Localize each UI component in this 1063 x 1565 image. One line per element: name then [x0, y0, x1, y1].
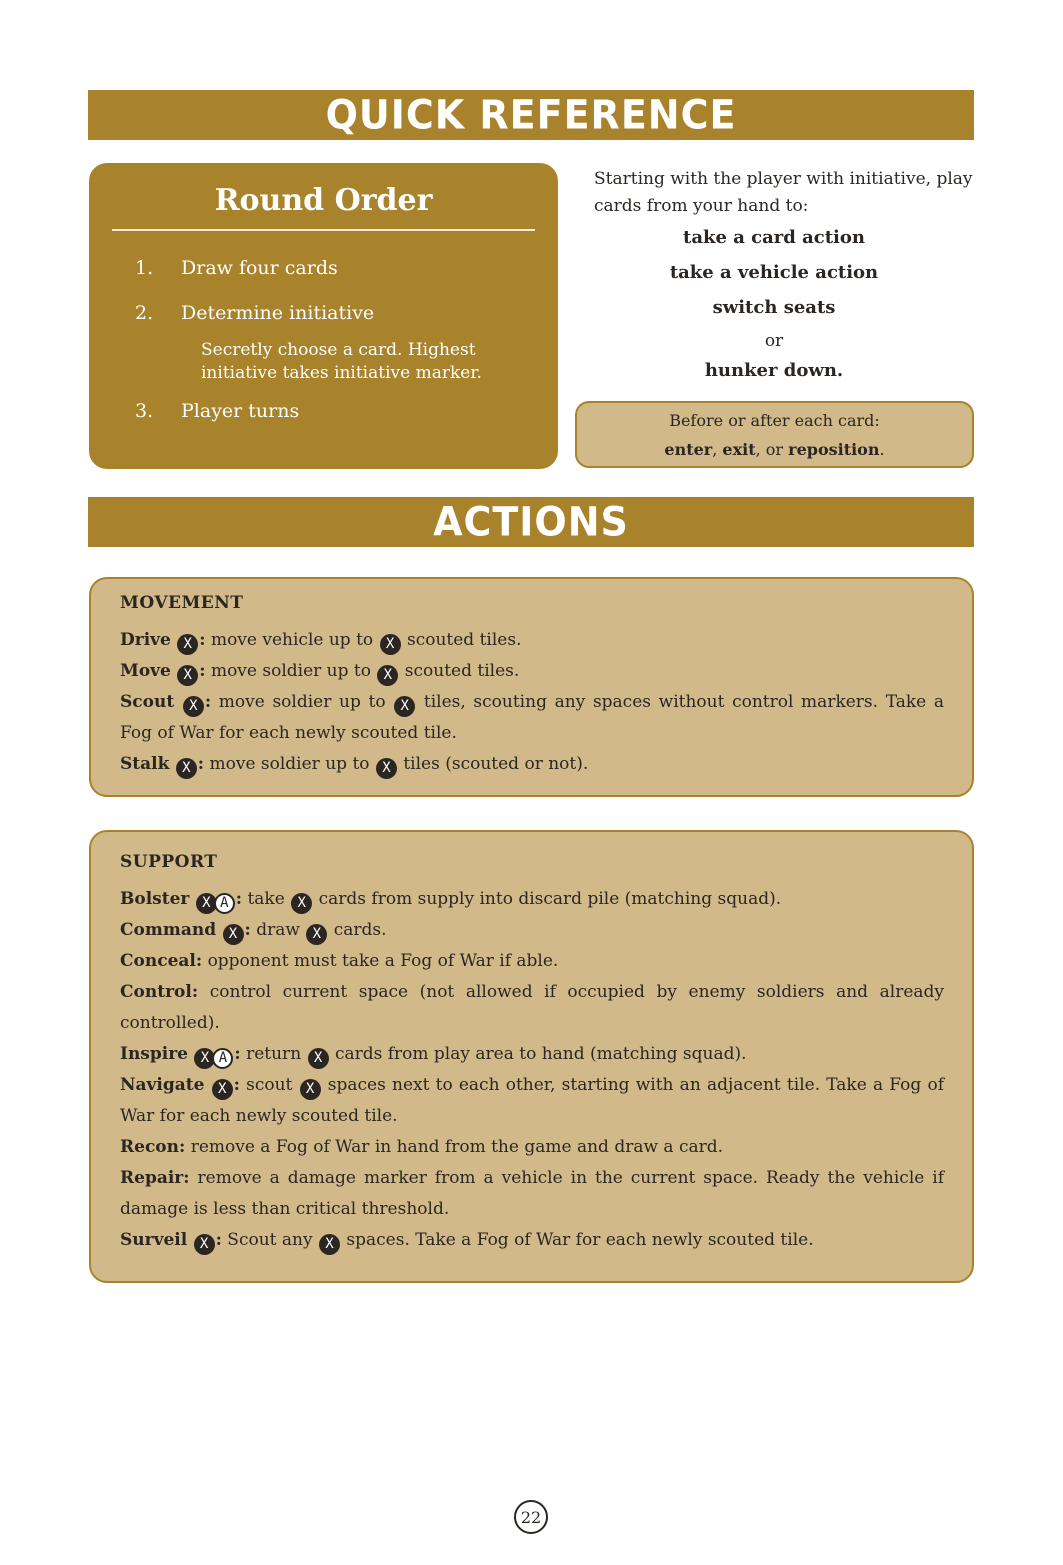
x-value-icon: X: [377, 665, 398, 686]
text: tiles, scouting any spaces without control markers. Take a Fog of War for each newly scouted tile.: [120, 692, 945, 743]
text: draw: [256, 920, 300, 940]
move-entry: Move X : move soldier up to X scouted tiles.: [120, 656, 944, 687]
round-order-divider: [112, 229, 535, 231]
option-or: or: [764, 331, 784, 351]
step-label: Player turns: [181, 400, 300, 422]
x-value-icon: X: [194, 1234, 215, 1255]
x-value-icon: X: [291, 893, 312, 914]
text: move vehicle up to: [210, 630, 374, 650]
x-value-icon: X: [196, 893, 217, 914]
movement-heading: MOVEMENT: [120, 593, 244, 613]
x-value-icon: X: [394, 696, 415, 717]
option-card-action: take a card action: [683, 227, 865, 248]
x-value-icon: X: [177, 634, 198, 655]
step-number: 3.: [135, 400, 154, 422]
text: cards from play area to hand (matching squad).: [334, 1044, 747, 1064]
round-step-2: [135, 302, 374, 324]
text: move soldier up to: [210, 661, 371, 681]
conceal-entry: [120, 946, 944, 977]
text: control current space (not allowed if occupied by enemy soldiers and already controlled).: [120, 982, 944, 1033]
step-label: Draw four cards: [181, 257, 338, 279]
term: Command: [120, 920, 217, 940]
reposition-term: reposition: [788, 440, 880, 459]
x-value-icon: X: [319, 1234, 340, 1255]
bolster-entry: Bolster X A : take X cards from supply into discard pile (matching squad).: [120, 884, 944, 915]
text: return: [246, 1044, 302, 1064]
x-value-icon: X: [380, 634, 401, 655]
x-value-icon: X: [306, 924, 327, 945]
text: cards.: [333, 920, 387, 940]
term: Control:: [120, 982, 199, 1002]
term: Scout: [120, 692, 175, 712]
x-value-icon: X: [177, 665, 198, 686]
actions-title: ACTIONS: [433, 498, 629, 546]
scout-entry: Scout X : move soldier up to X tiles, scouting any spaces without control markers. Take a Fog of War for each newly scouted tile.: [120, 692, 945, 743]
text: move soldier up to: [218, 692, 386, 712]
exit-term: exit: [722, 440, 756, 459]
control-entry: [120, 977, 944, 1039]
recon-entry: [120, 1132, 944, 1163]
text: remove a Fog of War in hand from the game and draw a card.: [190, 1137, 724, 1157]
initiative-note: Secretly choose a card. Highest initiative takes initiative marker.: [201, 340, 482, 383]
quick-reference-title: QUICK REFERENCE: [325, 91, 737, 139]
term: Stalk: [120, 754, 170, 774]
x-value-icon: X: [223, 924, 244, 945]
text: spaces next to each other, starting with an adjacent tile. Take a Fog of War for each newly scouted tile.: [120, 1075, 944, 1126]
text: move soldier up to: [209, 754, 370, 774]
term: Repair:: [120, 1168, 190, 1188]
term: Inspire: [120, 1044, 188, 1064]
command-entry: Command X : draw X cards.: [120, 915, 944, 946]
inspire-entry: Inspire X A : return X cards from play area to hand (matching squad).: [120, 1039, 944, 1070]
term: Surveil: [120, 1230, 188, 1250]
navigate-entry: Navigate X : scout X spaces next to each other, starting with an adjacent tile. Take a Fog of War for each newly scouted tile.: [120, 1075, 944, 1126]
text: cards from supply into discard pile (matching squad).: [318, 889, 782, 909]
before-after-options: [577, 435, 972, 464]
stalk-entry: Stalk X : move soldier up to X tiles (scouted or not).: [120, 749, 944, 780]
x-value-icon: X: [176, 758, 197, 779]
x-value-icon: X: [212, 1079, 233, 1100]
text: Scout any: [227, 1230, 313, 1250]
x-value-icon: X: [376, 758, 397, 779]
term: Navigate: [120, 1075, 205, 1095]
separator: .: [879, 440, 885, 459]
term: Recon:: [120, 1137, 186, 1157]
round-order-box: [89, 163, 558, 469]
round-step-1: [135, 257, 338, 279]
term: Conceal:: [120, 951, 203, 971]
round-step-3: [135, 400, 299, 422]
x-value-icon: X: [300, 1079, 321, 1100]
repair-entry: [120, 1163, 944, 1225]
turn-intro: Starting with the player with initiative, play cards from your hand to:: [594, 169, 973, 216]
term: Move: [120, 661, 171, 681]
round-order-title: Round Order: [214, 183, 433, 218]
text: opponent must take a Fog of War if able.: [207, 951, 559, 971]
quick-reference-banner: [88, 90, 974, 140]
x-value-icon: X: [183, 696, 204, 717]
option-switch-seats: switch seats: [712, 297, 836, 318]
support-panel: [89, 830, 974, 1283]
step-label: Determine initiative: [181, 302, 375, 324]
enter-term: enter: [664, 440, 713, 459]
a-squad-icon: A: [212, 1048, 233, 1069]
step-number: 2.: [135, 302, 154, 324]
text: scouted tiles.: [406, 630, 522, 650]
option-vehicle-action: take a vehicle action: [669, 262, 879, 283]
before-after-box: [575, 401, 974, 468]
option-hunker-down: hunker down.: [704, 360, 844, 381]
text: scout: [246, 1075, 293, 1095]
text: remove a damage marker from a vehicle in the current space. Ready the vehicle if damage is less than critical threshold.: [120, 1168, 944, 1219]
before-after-line: Before or after each card:: [669, 411, 880, 430]
separator: ,: [712, 440, 718, 459]
term: Drive: [120, 630, 171, 650]
text: take: [247, 889, 285, 909]
step-number: 1.: [135, 257, 154, 279]
x-value-icon: X: [308, 1048, 329, 1069]
text: tiles (scouted or not).: [403, 754, 589, 774]
a-squad-icon: A: [214, 893, 235, 914]
text: spaces. Take a Fog of War for each newly scouted tile.: [346, 1230, 814, 1250]
term: Bolster: [120, 889, 190, 909]
page-number: 22: [514, 1500, 548, 1534]
text: scouted tiles.: [404, 661, 520, 681]
movement-panel: [89, 577, 974, 797]
x-value-icon: X: [194, 1048, 215, 1069]
drive-entry: Drive X : move vehicle up to X scouted tiles.: [120, 625, 944, 656]
support-heading: SUPPORT: [120, 852, 218, 872]
surveil-entry: Surveil X : Scout any X spaces. Take a Fog of War for each newly scouted tile.: [120, 1225, 944, 1256]
actions-banner: [88, 497, 974, 547]
separator: , or: [755, 440, 784, 459]
